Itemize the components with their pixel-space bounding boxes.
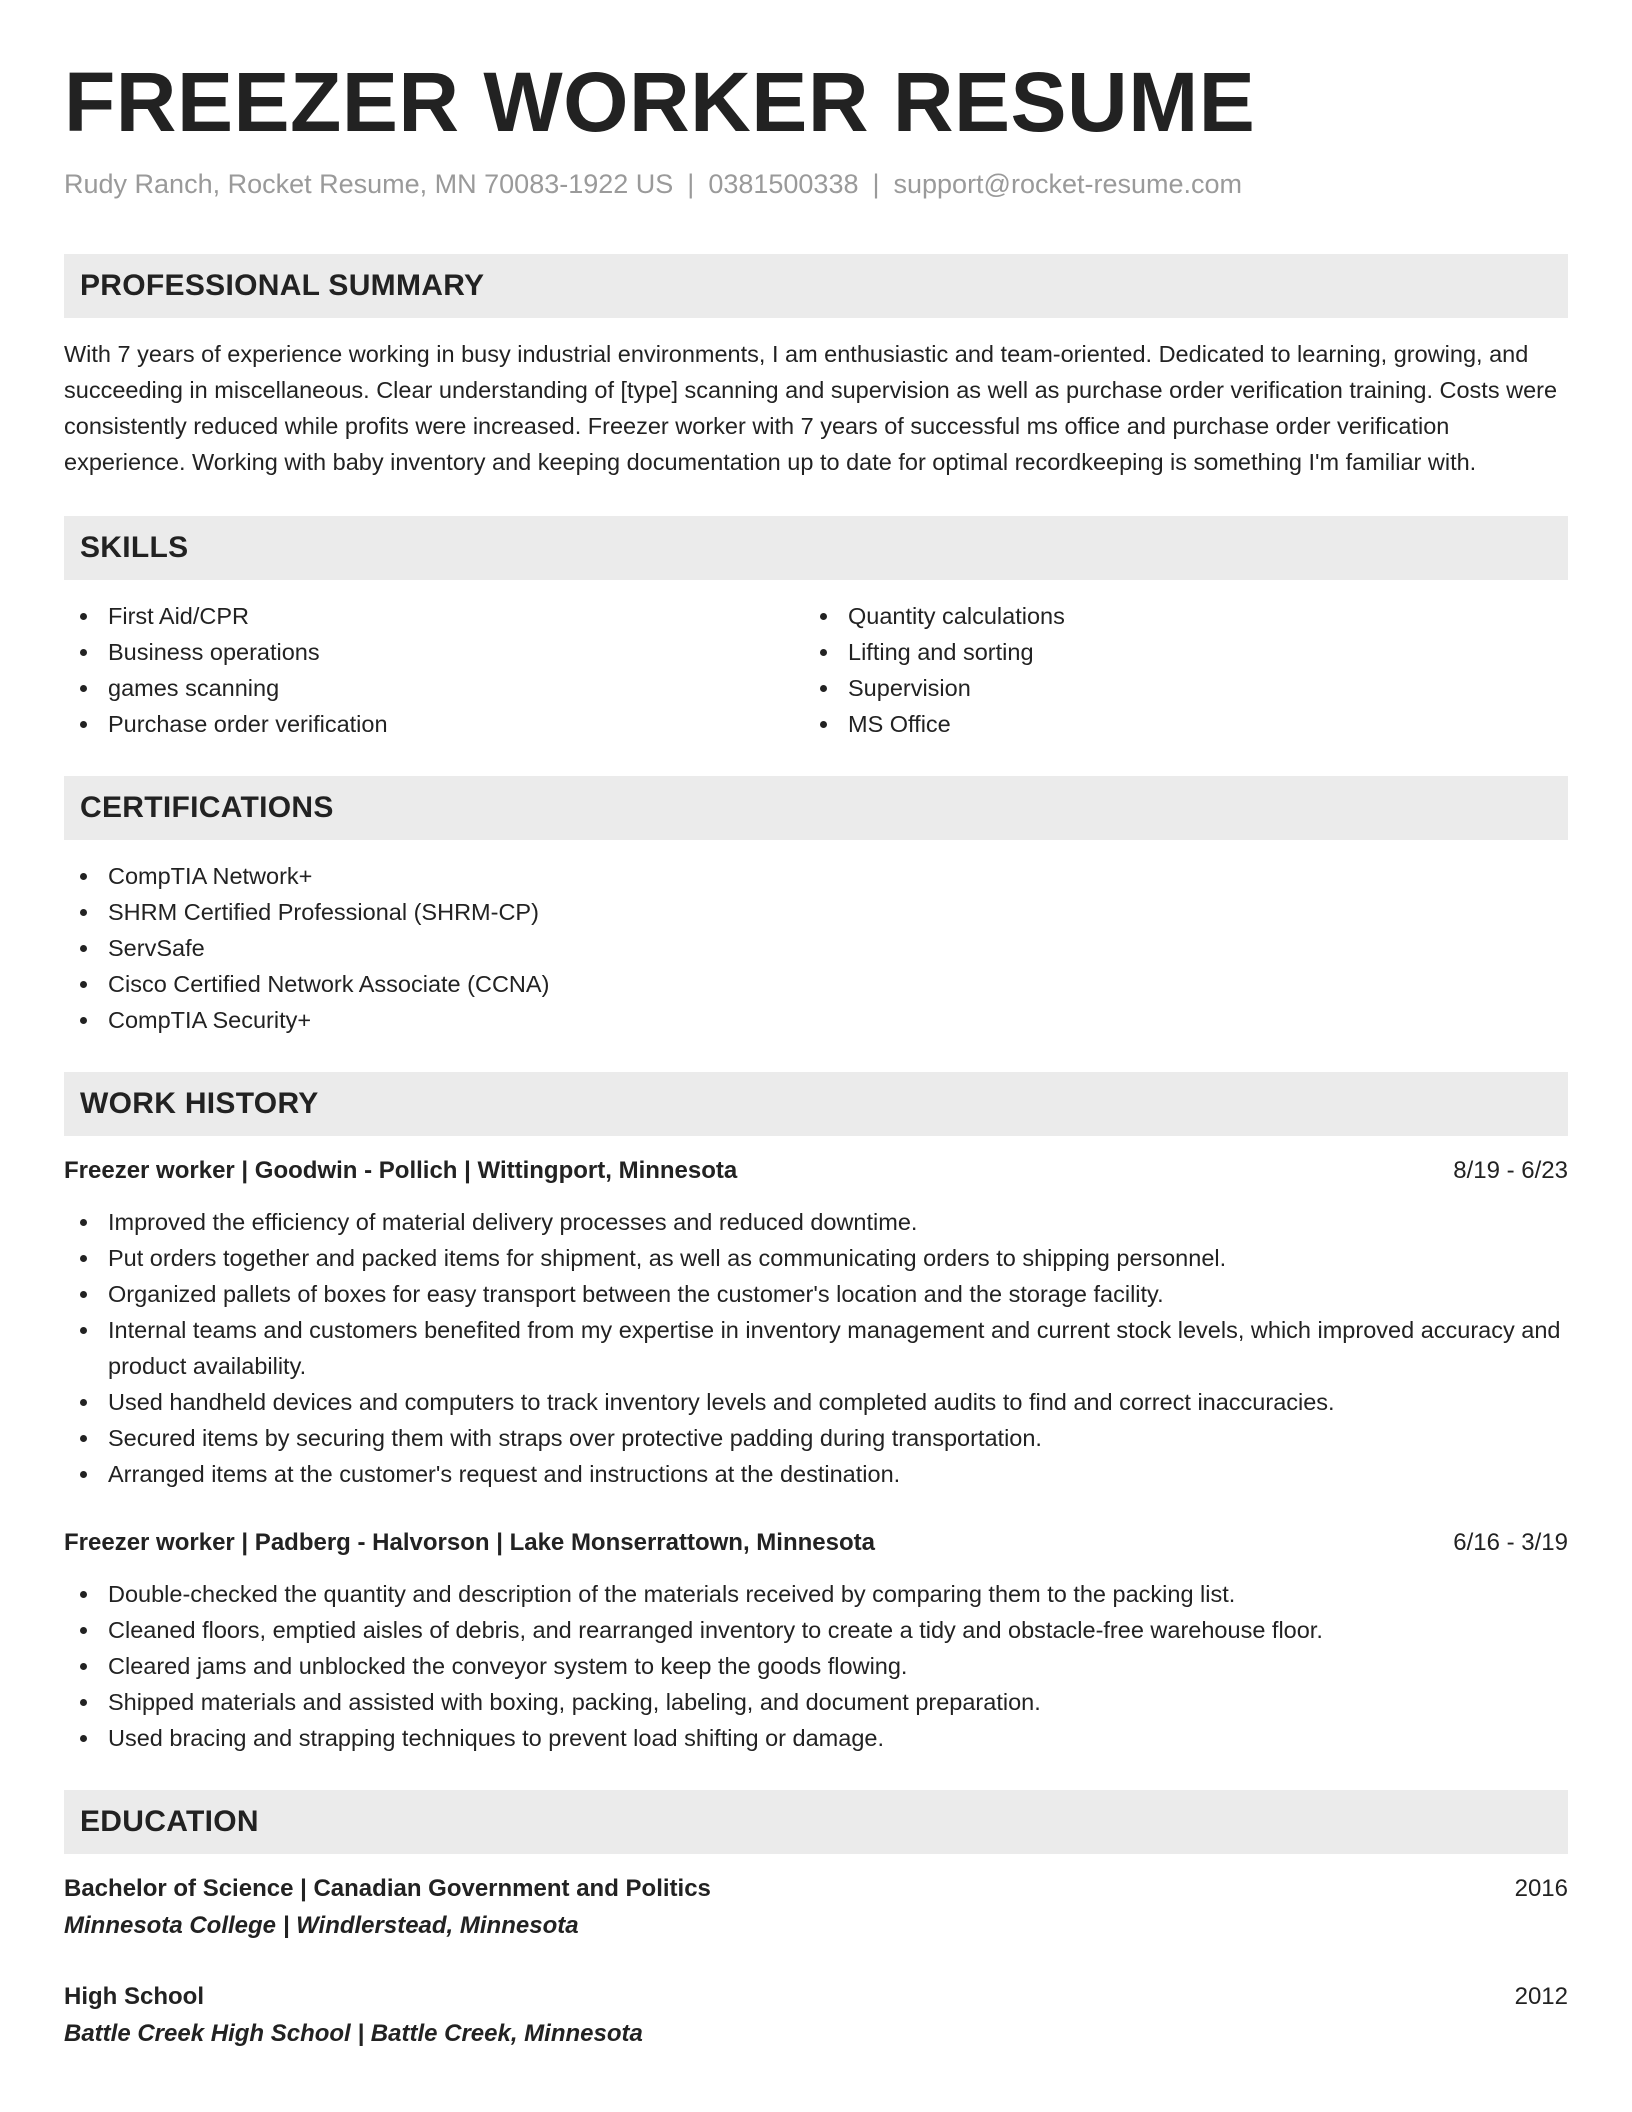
skill-item: MS Office: [804, 706, 1544, 742]
skill-item: games scanning: [64, 670, 804, 706]
job-bullet: Internal teams and customers benefited from my expertise in inventory management and current stock levels, which improved accuracy and product availability.: [64, 1312, 1568, 1384]
education-entry: [64, 1980, 1568, 2052]
certification-item: ServSafe: [64, 930, 1568, 966]
section-heading-work-history: WORK HISTORY: [64, 1072, 1568, 1136]
contact-address: Rudy Ranch, Rocket Resume, MN 70083-1922 US: [64, 169, 674, 199]
job-bullets: [64, 1576, 1568, 1756]
job-entry: [64, 1154, 1568, 1492]
job-entry: [64, 1526, 1568, 1756]
job-bullet: Secured items by securing them with straps over protective padding during transportation.: [64, 1420, 1568, 1456]
certification-item: SHRM Certified Professional (SHRM-CP): [64, 894, 1568, 930]
certifications-list: [64, 858, 1568, 1038]
job-bullet: Double-checked the quantity and description of the materials received by comparing them to the packing list.: [64, 1576, 1568, 1612]
job-bullet: Cleaned floors, emptied aisles of debris, and rearranged inventory to create a tidy and obstacle-free warehouse floor.: [64, 1612, 1568, 1648]
job-dates: 8/19 - 6/23: [1453, 1157, 1568, 1184]
job-header: [64, 1526, 1568, 1560]
skills-column-right: [804, 598, 1544, 742]
contact-email[interactable]: support@rocket-resume.com: [893, 169, 1243, 199]
contact-phone: 0381500338: [708, 169, 859, 199]
job-bullet: Used bracing and strapping techniques to prevent load shifting or damage.: [64, 1720, 1568, 1756]
job-bullet: Cleared jams and unblocked the conveyor system to keep the goods flowing.: [64, 1648, 1568, 1684]
job-dates: 6/16 - 3/19: [1453, 1529, 1568, 1556]
education-entry: [64, 1872, 1568, 1944]
job-title: Freezer worker | Goodwin - Pollich | Wittingport, Minnesota: [64, 1157, 738, 1184]
job-bullet: Organized pallets of boxes for easy transport between the customer's location and the storage facility.: [64, 1276, 1568, 1312]
education-year: 2012: [1514, 1983, 1568, 2010]
skill-item: Business operations: [64, 634, 804, 670]
education-header: [64, 1872, 1568, 1906]
section-heading-certifications: CERTIFICATIONS: [64, 776, 1568, 840]
section-heading-summary: PROFESSIONAL SUMMARY: [64, 254, 1568, 318]
job-bullet: Used handheld devices and computers to track inventory levels and completed audits to find and correct inaccuracies.: [64, 1384, 1568, 1420]
job-bullet: Improved the efficiency of material delivery processes and reduced downtime.: [64, 1204, 1568, 1240]
skill-item: Lifting and sorting: [804, 634, 1544, 670]
skills-column-left: [64, 598, 804, 742]
summary-text: With 7 years of experience working in busy industrial environments, I am enthusiastic and team-oriented. Dedicated to learning, growing, and succeeding in miscellaneous. Clear understanding of [type] scanning and supervision as well as purchase order verification training. Costs were consistently reduced while profits were increased. Freezer worker with 7 years of successful ms office and purchase order verification experience. Working with baby inventory and keeping documentation up to date for optimal recordkeeping is something I'm familiar with.: [64, 341, 1558, 475]
job-bullet: Arranged items at the customer's request and instructions at the destination.: [64, 1456, 1568, 1492]
skill-item: Quantity calculations: [804, 598, 1544, 634]
resume-title: FREEZER WORKER RESUME: [64, 55, 1256, 149]
education-year: 2016: [1514, 1875, 1568, 1902]
skill-item: Supervision: [804, 670, 1544, 706]
contact-separator: |: [687, 169, 695, 199]
job-bullet: Put orders together and packed items for shipment, as well as communicating orders to shipping personnel.: [64, 1240, 1568, 1276]
education-school: Minnesota College | Windlerstead, Minnesota: [64, 1912, 579, 1939]
education-degree: Bachelor of Science | Canadian Government and Politics: [64, 1875, 711, 1902]
skills-list: [64, 598, 1568, 742]
education-school: Battle Creek High School | Battle Creek, Minnesota: [64, 2020, 643, 2047]
section-heading-education: EDUCATION: [64, 1790, 1568, 1854]
contact-separator: |: [872, 169, 880, 199]
education-header: [64, 1980, 1568, 2014]
certification-item: CompTIA Network+: [64, 858, 1568, 894]
section-heading-skills: SKILLS: [64, 516, 1568, 580]
education-degree: High School: [64, 1983, 204, 2010]
contact-line: [64, 166, 1568, 202]
skill-item: Purchase order verification: [64, 706, 804, 742]
skill-item: First Aid/CPR: [64, 598, 804, 634]
job-bullet: Shipped materials and assisted with boxing, packing, labeling, and document preparation.: [64, 1684, 1568, 1720]
job-header: [64, 1154, 1568, 1188]
certification-item: CompTIA Security+: [64, 1002, 1568, 1038]
certification-item: Cisco Certified Network Associate (CCNA): [64, 966, 1568, 1002]
job-title: Freezer worker | Padberg - Halvorson | Lake Monserrattown, Minnesota: [64, 1529, 875, 1556]
job-bullets: [64, 1204, 1568, 1492]
